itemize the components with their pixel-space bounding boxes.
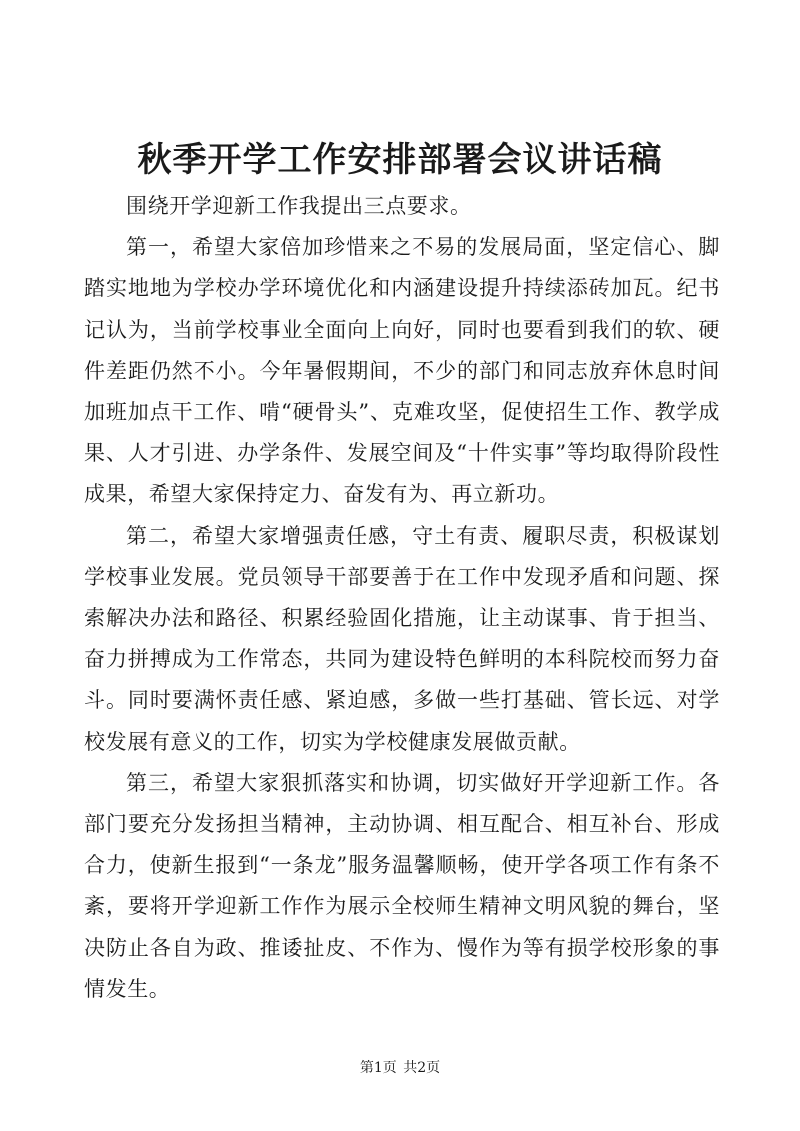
page-total: 共2页 xyxy=(403,1060,441,1076)
page-footer xyxy=(0,1058,800,1078)
page-number: 第1页 xyxy=(359,1060,397,1076)
paragraph-first: 第一，希望大家倍加珍惜来之不易的发展局面，坚定信心、脚踏实地地为学校办学环境优化和内涵建设提升持续添砖加瓦。纪书记认为，当前学校事业全面向上向好，同时也要看到我们的软、硬件差距仍然不小。今年暑假期间，不少的部门和同志放弃休息时间加班加点干工作、啃“硬骨头”、克难攻坚，促使招生工作、教学成果、人才引进、办学条件、发展空间及“十件实事”等均取得阶段性成果，希望大家保持定力、奋发有为、再立新功。 xyxy=(84,235,720,507)
paragraph-intro: 围绕开学迎新工作我提出三点要求。 xyxy=(126,194,472,218)
paragraph-second: 第二，希望大家增强责任感，守土有责、履职尽责，积极谋划学校事业发展。党员领导干部要善于在工作中发现矛盾和问题、探索解决办法和路径、积累经验固化措施，让主动谋事、肯于担当、奋力拼搏成为工作常态，共同为建设特色鲜明的本科院校而努力奋斗。同时要满怀责任感、紧迫感，多做一些打基础、管长远、对学校发展有意义的工作，切实为学校健康发展做贡献。 xyxy=(84,523,720,754)
document-body xyxy=(84,186,720,1010)
paragraph-third: 第三，希望大家狠抓落实和协调，切实做好开学迎新工作。各部门要充分发扬担当精神，主动协调、相互配合、相互补台、形成合力，使新生报到“一条龙”服务温馨顺畅，使开学各项工作有条不紊，要将开学迎新工作作为展示全校师生精神文明风貌的舞台，坚决防止各自为政、推诿扯皮、不作为、慢作为等有损学校形象的事情发生。 xyxy=(84,770,720,1001)
page-title: 秋季开学工作安排部署会议讲话稿 xyxy=(137,140,663,180)
